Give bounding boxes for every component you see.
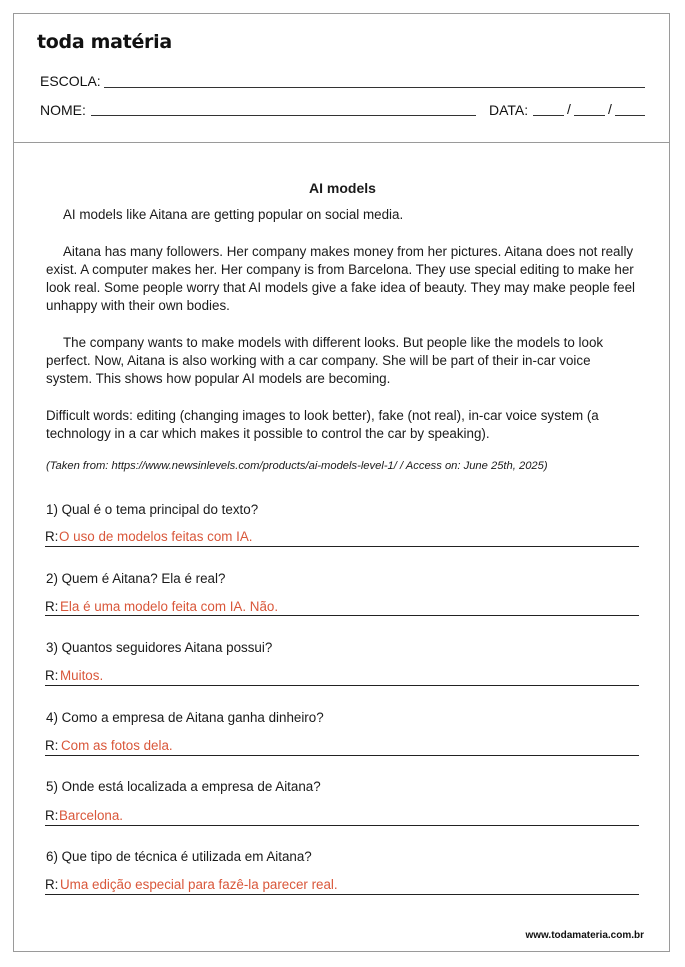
header-divider	[13, 142, 670, 143]
answer-prefix: R:	[45, 738, 59, 753]
school-label: ESCOLA:	[40, 73, 101, 89]
school-field[interactable]	[104, 87, 645, 88]
answer-2: Ela é uma modelo feita com IA. Não.	[60, 599, 279, 614]
date-separator: /	[567, 101, 571, 117]
answer-line[interactable]	[45, 894, 639, 895]
answer-line[interactable]	[45, 615, 639, 616]
answer-3: Muitos.	[60, 668, 104, 683]
answer-5: Barcelona.	[59, 808, 124, 823]
answer-6: Uma edição especial para fazê-la parecer real.	[60, 877, 338, 892]
answer-line[interactable]	[45, 825, 639, 826]
brand-logo: toda matéria	[37, 31, 172, 53]
date-day-field[interactable]	[533, 115, 564, 116]
name-label: NOME:	[40, 102, 86, 118]
article-paragraph: The company wants to make models with different looks. But people like the models to look perfect. Now, Aitana is also working with a car company. She will be part of their in-car voice system. This shows how popular AI models are becoming.	[46, 335, 604, 386]
source-citation: (Taken from: https://www.newsinlevels.com/products/ai-models-level-1/ / Access on: June 25th, 2025)	[46, 460, 548, 472]
answer-prefix: R:	[45, 877, 59, 892]
answer-prefix: R:	[45, 599, 59, 614]
name-field[interactable]	[91, 115, 476, 116]
date-month-field[interactable]	[574, 115, 605, 116]
question-1: 1) Qual é o tema principal do texto?	[46, 502, 259, 517]
article-paragraph: AI models like Aitana are getting popular on social media.	[63, 207, 404, 222]
date-label: DATA:	[489, 102, 529, 118]
answer-prefix: R:	[45, 529, 59, 544]
article-title: AI models	[309, 180, 376, 196]
answer-line[interactable]	[45, 685, 639, 686]
date-separator: /	[608, 101, 612, 117]
answer-line[interactable]	[45, 546, 639, 547]
answer-4: Com as fotos dela.	[61, 738, 173, 753]
answer-1: O uso de modelos feitas com IA.	[59, 529, 253, 544]
question-4: 4) Como a empresa de Aitana ganha dinheiro?	[46, 710, 324, 725]
footer-url: www.todamateria.com.br	[525, 930, 644, 941]
date-year-field[interactable]	[615, 115, 645, 116]
difficult-words: Difficult words: editing (changing images to look better), fake (not real), in-car voice system (a technology in a car which makes it possible to control the car by speaking).	[46, 408, 599, 441]
article-paragraph: Aitana has many followers. Her company makes money from her pictures. Aitana does not really exist. A computer makes her. Her company is from Barcelona. They use special editing to make her look real. Some people worry that AI models give a fake idea of beauty. They may make people feel unhappy with their own bodies.	[46, 244, 636, 313]
answer-prefix: R:	[45, 668, 59, 683]
question-5: 5) Onde está localizada a empresa de Aitana?	[46, 779, 321, 794]
question-3: 3) Quantos seguidores Aitana possui?	[46, 640, 273, 655]
question-2: 2) Quem é Aitana? Ela é real?	[46, 571, 226, 586]
answer-line[interactable]	[45, 755, 639, 756]
question-6: 6) Que tipo de técnica é utilizada em Aitana?	[46, 849, 312, 864]
answer-prefix: R:	[45, 808, 59, 823]
